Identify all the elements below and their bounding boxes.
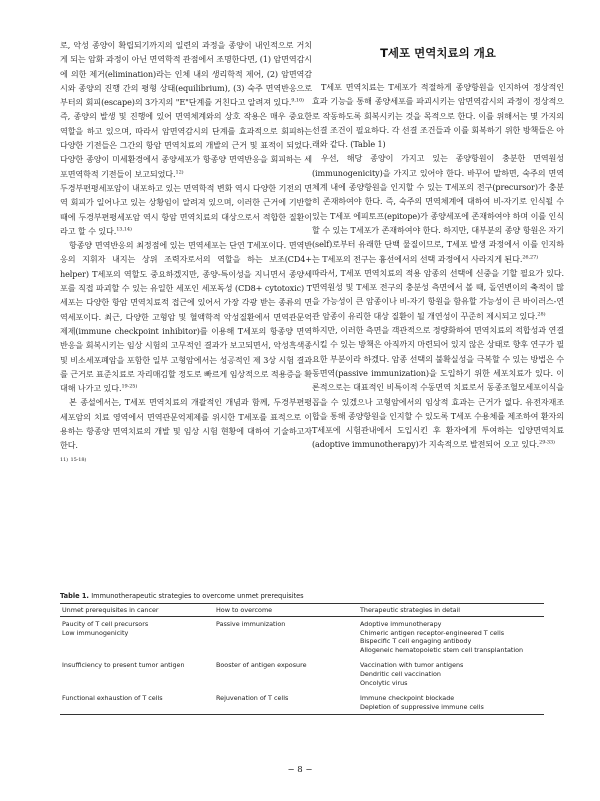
reference-hidden: 15-18) — [70, 456, 87, 463]
table-cell — [214, 617, 358, 655]
paragraph-text: 로, 악성 종양이 확립되기까지의 일련의 과정을 종양이 내인적으로 거치게 되는 암화 과정이 아닌 면역학적 관점에서 조명한다면, (1) 암면역감시에 의한 제거(elimination)라는 인체 내의 생리학적 제어, (2) 암면역감시와 종양의 진행 간의 평형 상태(equilibrium), (3) 숙주 면역반응으로부터의 회피(escape)의 3가지의 "E"단계를 거친다고 알려져 있다. — [60, 40, 313, 108]
paragraph-text: 항종양 면역반응의 최정점에 있는 면역세포는 단연 T세포이다. 면역반응의 지휘자 내지는 상위 조력자로서의 역할을 하는 보조(CD4+ helper) T세포의 역할도 중요하겠지만, 종양-특이성을 지니면서 종양세포를 직접 파괴할 수 있는 유일한 세포인 세포독성 (CD8+ cytotoxic) T세포는 다양한 항암 면역치료적 접근에 있어서 가장 각광 받는 종류의 면역세포이다. 최근, 다양한 고형암 및 혈액학적 악성질환에서 면역관문억제제(immune checkpoint inhibitor)를 이용해 T세포의 항종양 면역반응을 회복시키는 임상 시험의 고무적인 결과가 보고되면서, 악성흑색종 및 비소세포폐암을 포함한 일부 고형암에서는 성공적인 제 3상 시험 결과를 근거로 표준치료로 자리매김할 정도로 빠르게 임상적으로 적용증을 확대해 나가고 있다. — [60, 240, 312, 394]
reference: 28) — [537, 311, 546, 318]
cell-line: Rejuvenation of T cells — [216, 694, 289, 703]
paragraph-text: 하지만, 이러한 측면을 객관적으로 정량화하여 면역치료의 적합성과 연결시킬 수 있는 방책은 아직까지 마련되어 있지 않은 상태로 향후 연구가 필요한 부분이라 하겠다. 암종 선택의 불확실성을 극복할 수 있는 방법은 수동면역(passive immunization)을 도입하기 위한 세포치료가 있다. 이론적으로는 대표적인 비특이적 수동면역 치료로서 동종조혈모세포이식을 꼽을 수 있겠으나 고형암에서의 임상적 효과는 근거가 없다. 유전자재조합을 통해 종양항원을 인지할 수 있도록 T세포 수용체를 제조하여 환자의 T세포에 시험관내에서 도입시킨 후 환자에게 투여하는 입양면역치료(adoptive immunotherapy)가 지속적으로 발전되어 오고 있다. — [312, 325, 564, 450]
cell-line: Functional exhaustion of T cells — [62, 694, 163, 703]
cell-line: Chimeric antigen receptor-engineered T cells — [360, 628, 505, 637]
strategies-table — [60, 603, 544, 715]
cell-line: Low immunogenicity — [62, 628, 129, 637]
reference: 26,27) — [522, 253, 539, 260]
paragraph-text: 본 종설에서는, T세포 면역치료의 개괄적인 개념과 함께, 두경부편평세포암의 치료 영역에서 면역관문억제제를 위시한 T세포를 표적으로 이용하는 항종양 면역치료의 개발 및 임상 시험 현황에 대하여 기술하고자 한다. — [60, 397, 312, 451]
paragraph — [312, 80, 564, 151]
cell-line: Adoptive immunotherapy — [360, 620, 442, 628]
cell-line: Allogeneic hematopoietic stem cell transplantation — [360, 645, 524, 654]
cell-line: Bispecific T cell engaging antibody — [360, 637, 472, 646]
reference: 12) — [175, 168, 184, 175]
paragraph — [312, 266, 564, 323]
reference-hidden: 11) — [60, 456, 69, 463]
table-cell — [60, 654, 214, 687]
paragraph — [312, 323, 564, 452]
cell-line: Passive immunization — [216, 620, 286, 628]
table-row — [60, 617, 544, 655]
reference: 9,10) — [291, 97, 304, 104]
paragraph-text: T세포 면역치료는 T세포가 적절하게 종양항원을 인지하여 정상적인 효과 기능을 통해 종양세포를 파괴시키는 암면역감시의 과정이 정상적으로 작동하도록 회복시키는 것을 목적으로 한다. 이를 위해서는 몇 가지의 선결 조건이 필요하다. 각 선결 조건들과 이를 회복하기 위한 방책들은 아래와 같다. (Table 1) — [312, 82, 564, 150]
paragraph-text: 즉, 종양의 발생 및 진행에 있어 면역체계와의 상호 작용은 매우 중요한 역할을 하고 있으며, 따라서 암면역감시의 단계를 효과적으로 회피하는 다양한 기전들은 그간의 항암 면역치료의 개발의 근거 및 표적이 되었다. 다양한 종양이 미세환경에서 종양세포가 항종양 면역반응을 회피하는 세포면역학적 기전들이 보고되었다. — [60, 111, 312, 179]
reference: 13,14) — [116, 226, 132, 233]
table-header-row — [60, 604, 544, 617]
page-number: − 8 − — [287, 765, 313, 775]
table-caption — [60, 592, 544, 600]
table-caption-text: Immunotherapeutic strategies to overcome unmet prerequisites — [91, 592, 304, 600]
cell-line: Immune checkpoint blockade — [360, 694, 455, 703]
paragraph — [312, 151, 564, 265]
table-row — [60, 687, 544, 715]
paragraph-text: 두경부편평세포암이 내포하고 있는 면역학적 변화 역시 다양한 기전의 면역 회피가 일어나고 있는 상황임이 알려져 있으며, 이러한 근거에 기반할 때에 두경부편평세포암 역시 항암 면역치료의 대상으로서 적합한 질환이라고 할 수 있다. — [60, 182, 312, 236]
left-text-column — [60, 38, 312, 469]
cell-line: Booster of antigen exposure — [216, 661, 307, 670]
column-header: How to overcome — [214, 604, 358, 617]
paragraph — [60, 395, 312, 452]
cell-line: Depletion of suppressive immune cells — [360, 702, 484, 711]
section-title: T세포 면역치료의 개요 — [380, 46, 496, 60]
table-1 — [60, 592, 544, 715]
right-text-column — [312, 80, 564, 452]
table-cell — [60, 617, 214, 655]
paragraph — [60, 181, 312, 238]
paragraph-text: 따라서, T세포 면역치료의 적용 암종의 선택에 신중을 기할 필요가 있다. 면역원성 및 T세포 전구의 충분성 측면에서 볼 때, 돌연변이의 축적이 많을 가능성이 큰 암종이나 비-자기 항원을 함유할 가능성이 큰 바이러스-연관 암종이 유리한 대상 질환이 될 개연성이 꾸준히 제시되고 있다. — [312, 267, 564, 321]
table-cell — [214, 687, 358, 715]
table-cell — [358, 687, 544, 715]
table-row — [60, 654, 544, 687]
table-cell — [214, 654, 358, 687]
cell-line: Dendritic cell vaccination — [360, 669, 441, 678]
table-cell — [358, 617, 544, 655]
cell-line: Insufficiency to present tumor antigen — [62, 661, 185, 670]
paragraph-text: 우선, 해당 종양이 가지고 있는 종양항원이 충분한 면역원성(immunogenicity)을 가지고 있어야 한다. 바꾸어 말하면, 숙주의 면역체계 내에 종양항원을 인지할 수 있는 T세포의 전구(precursor)가 충분히 존재하여야 한다. 즉, 숙주의 면역체계에 대하여 비-자기로 인식될 수 있는 T세포 에피토프(epitope)가 종양세포에 존재하여야 하며 이를 인식할 수 있는 T세포가 존재하여야 한다. 하지만, 대부분의 종양 항원은 자기(self)로부터 유래한 단백 물질이므로, T세포 발생 과정에서 이를 인지하는 T세포의 전구는 흉선에서의 선택 과정에서 사라지게 된다. — [312, 153, 564, 264]
table-cell — [60, 687, 214, 715]
table-cell — [358, 654, 544, 687]
paragraph — [60, 109, 312, 180]
paragraph — [60, 238, 312, 395]
paragraph — [60, 38, 312, 109]
reference: 29-33) — [539, 439, 555, 446]
cell-line: Paucity of T cell precursors — [62, 620, 149, 628]
reference: 19-25) — [121, 383, 138, 390]
cell-line: Vaccination with tumor antigens — [360, 661, 464, 670]
cell-line: Oncolytic virus — [360, 678, 408, 687]
column-header: Unmet prerequisites in cancer — [60, 604, 214, 617]
column-header: Therapeutic strategies in detail — [358, 604, 544, 617]
table-caption-label: Table 1. — [60, 592, 89, 600]
